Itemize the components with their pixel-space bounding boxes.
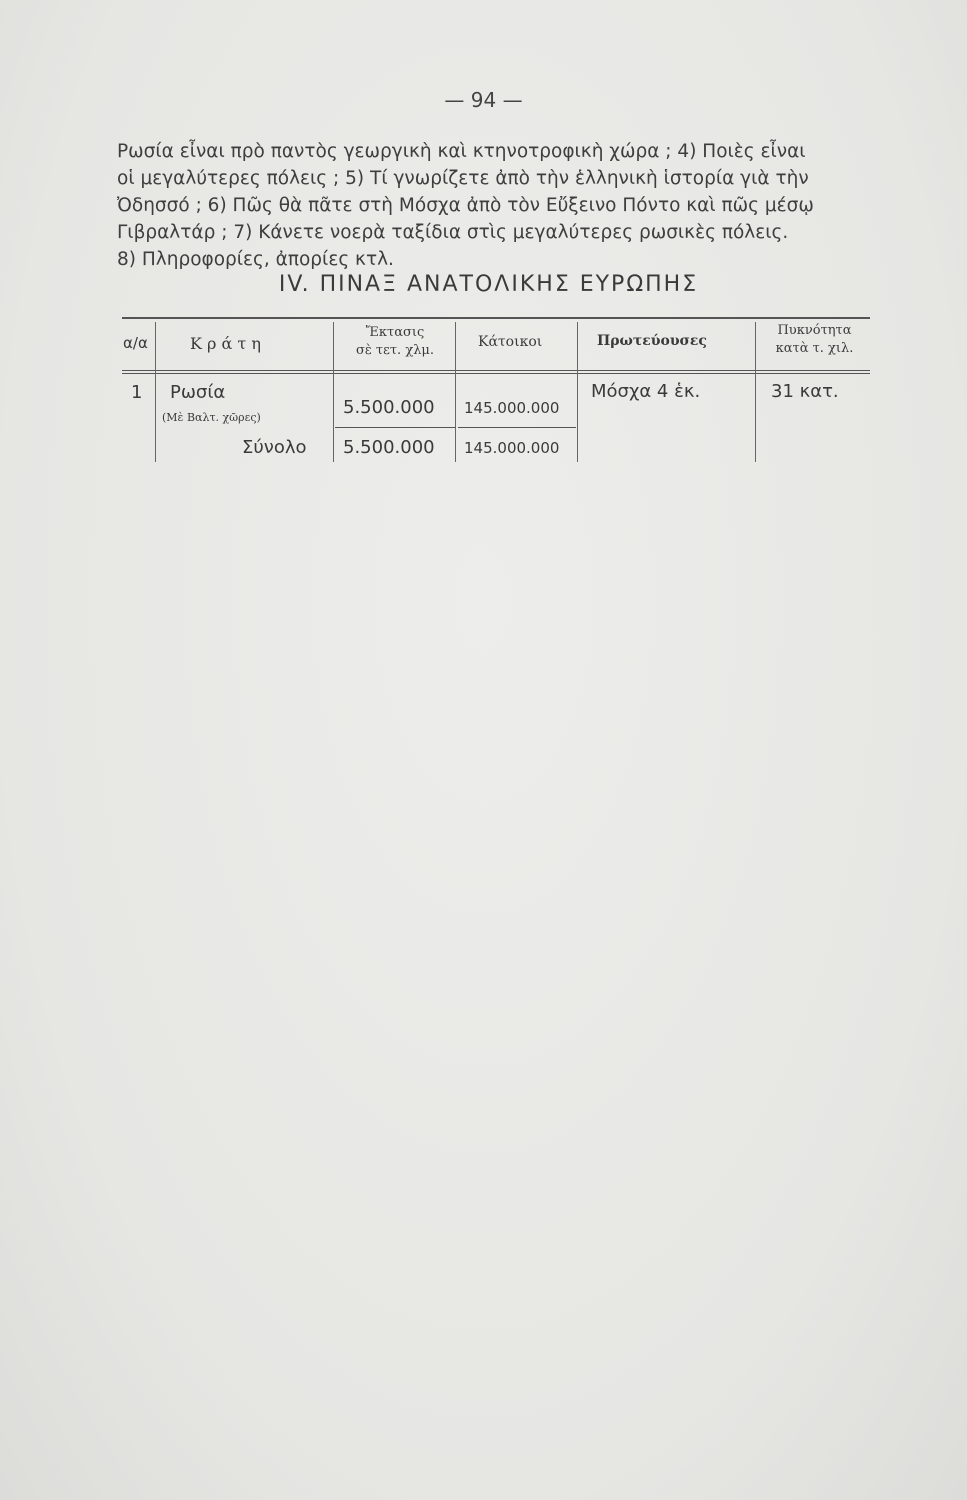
paragraph-line: οἱ μεγαλύτερες πόλεις ; 5) Τί γνωρίζετε ἀπὸ τὴν ἑλληνικὴ ἱστορία γιὰ τὴν bbox=[117, 168, 809, 189]
header-area-line1: Ἔκτασις bbox=[365, 325, 425, 340]
column-separator bbox=[455, 322, 456, 462]
header-capitals: Πρωτεύουσες bbox=[597, 333, 707, 349]
body-paragraph bbox=[117, 138, 877, 273]
column-separator bbox=[577, 322, 578, 462]
row-state-note: (Μὲ Βαλτ. χῶρες) bbox=[162, 411, 261, 424]
page-number: — 94 — bbox=[444, 88, 523, 112]
column-separator bbox=[333, 322, 334, 462]
subtotal-rule-area bbox=[335, 427, 455, 428]
header-density-line1: Πυκνότητα bbox=[777, 323, 852, 338]
row-population: 145.000.000 bbox=[464, 399, 560, 417]
header-population: Κάτοικοι bbox=[478, 334, 543, 350]
row-capital: Μόσχα 4 ἑκ. bbox=[591, 381, 701, 402]
row-area: 5.500.000 bbox=[343, 397, 435, 418]
header-states: Κ ρ ά τ η bbox=[190, 334, 261, 353]
row-aa: 1 bbox=[131, 382, 143, 403]
total-label: Σύνολο bbox=[242, 437, 307, 458]
paragraph-line: Ρωσία εἶναι πρὸ παντὸς γεωργικὴ καὶ κτηνοτροφικὴ χώρα ; 4) Ποιὲς εἶναι bbox=[117, 141, 806, 162]
row-state: Ρωσία bbox=[170, 382, 226, 403]
header-density bbox=[757, 322, 872, 358]
paragraph-line: 8) Πληροφορίες, ἀπορίες κτλ. bbox=[117, 249, 394, 270]
header-aa: α/α bbox=[123, 334, 148, 352]
column-separator bbox=[755, 322, 756, 462]
total-population: 145.000.000 bbox=[464, 439, 560, 457]
header-density-line2: κατὰ τ. χιλ. bbox=[775, 341, 854, 356]
paragraph-line: Γιβραλτάρ ; 7) Κάνετε νοερὰ ταξίδια στὶς μεγαλύτερες ρωσικὲς πόλεις. bbox=[117, 222, 789, 243]
subtotal-rule-population bbox=[458, 427, 576, 428]
header-area-line2: σὲ τετ. χλμ. bbox=[355, 343, 435, 358]
table-header-rule-2 bbox=[122, 373, 870, 374]
table-top-rule bbox=[122, 317, 870, 319]
section-title: IV. ΠΙΝΑΞ ΑΝΑΤΟΛΙΚΗΣ ΕΥΡΩΠΗΣ bbox=[278, 272, 699, 297]
header-area bbox=[335, 324, 455, 360]
paragraph-line: Ὀδησσό ; 6) Πῶς θὰ πᾶτε στὴ Μόσχα ἀπὸ τὸν Εὔξεινο Πόντο καὶ πῶς μέσῳ bbox=[117, 195, 814, 216]
column-separator bbox=[155, 322, 156, 462]
total-area: 5.500.000 bbox=[343, 437, 435, 458]
table-header-rule bbox=[122, 370, 870, 371]
row-density: 31 κατ. bbox=[771, 381, 839, 402]
